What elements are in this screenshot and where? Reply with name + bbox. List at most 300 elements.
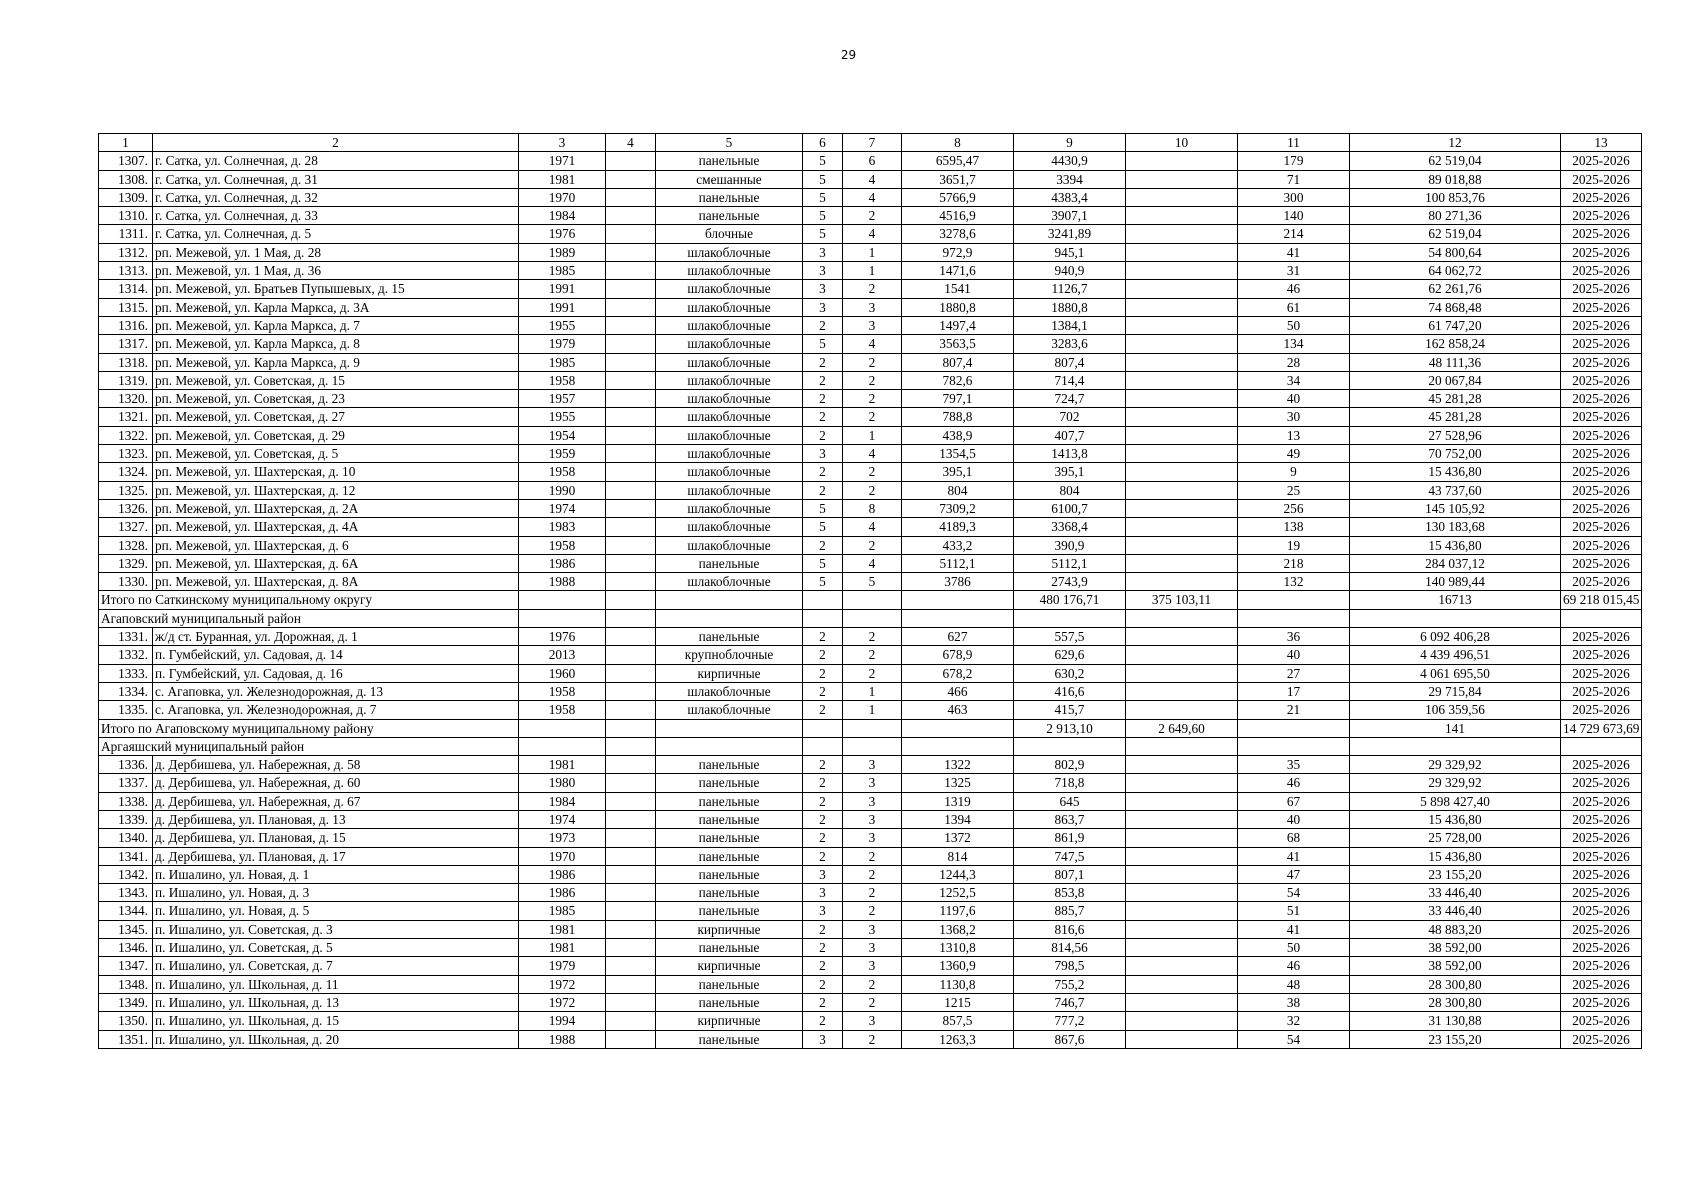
- col-4-cell: [606, 573, 656, 591]
- entrances-cell: 2: [843, 408, 902, 426]
- living-area-cell: 3368,4: [1014, 518, 1126, 536]
- floors-cell: 2: [803, 756, 843, 774]
- cost-cell: 64 062,72: [1350, 262, 1561, 280]
- address-cell: рп. Межевой, ул. Шахтерская, д. 6А: [153, 554, 519, 572]
- living-area-cell: 798,5: [1014, 957, 1126, 975]
- wall-material-cell: кирпичные: [656, 920, 803, 938]
- cost-cell: 145 105,92: [1350, 499, 1561, 517]
- entrances-cell: 2: [843, 390, 902, 408]
- residents-cell: 61: [1238, 298, 1350, 316]
- total-area-cell: 972,9: [902, 243, 1014, 261]
- wall-material-cell: шлакоблочные: [656, 445, 803, 463]
- address-cell: п. Гумбейский, ул. Садовая, д. 14: [153, 646, 519, 664]
- table-row: [99, 390, 1642, 408]
- cost-cell: 29 715,84: [1350, 682, 1561, 700]
- cost-cell: 43 737,60: [1350, 481, 1561, 499]
- living-area-cell: 816,6: [1014, 920, 1126, 938]
- living-area-cell: 395,1: [1014, 463, 1126, 481]
- year-built-cell: [519, 591, 606, 609]
- total-area-cell: 1244,3: [902, 865, 1014, 883]
- wall-material-cell: панельные: [656, 810, 803, 828]
- total-area-cell: 1394: [902, 810, 1014, 828]
- col-10-cell: [1126, 316, 1238, 334]
- col-10-cell: [1126, 993, 1238, 1011]
- table-row: [99, 316, 1642, 334]
- total-area-cell: 1130,8: [902, 975, 1014, 993]
- col-4-cell: [606, 975, 656, 993]
- col-4-cell: [606, 536, 656, 554]
- year-built-cell: 1988: [519, 1030, 606, 1048]
- total-row: [99, 719, 1642, 737]
- row-number-cell: 1341.: [99, 847, 153, 865]
- total-label: Итого по Агаповскому муниципальному району: [99, 719, 519, 737]
- table-row: [99, 188, 1642, 206]
- cost-cell: 89 018,88: [1350, 170, 1561, 188]
- wall-material-cell: панельные: [656, 152, 803, 170]
- period-cell: 2025-2026: [1561, 499, 1642, 517]
- residents-cell: 25: [1238, 481, 1350, 499]
- entrances-cell: 3: [843, 316, 902, 334]
- period-cell: 2025-2026: [1561, 188, 1642, 206]
- address-cell: п. Гумбейский, ул. Садовая, д. 16: [153, 664, 519, 682]
- entrances-cell: 2: [843, 371, 902, 389]
- address-cell: рп. Межевой, ул. Советская, д. 5: [153, 445, 519, 463]
- header-cell: 5: [656, 134, 803, 152]
- total-area-cell: 1322: [902, 756, 1014, 774]
- cost-cell: [1350, 737, 1561, 755]
- address-cell: п. Ишалино, ул. Школьная, д. 20: [153, 1030, 519, 1048]
- row-number-cell: 1320.: [99, 390, 153, 408]
- row-number-cell: 1345.: [99, 920, 153, 938]
- residents-cell: 47: [1238, 865, 1350, 883]
- col-10-cell: [1126, 865, 1238, 883]
- total-area-cell: 1471,6: [902, 262, 1014, 280]
- total-area-cell: 5112,1: [902, 554, 1014, 572]
- entrances-cell: 3: [843, 1012, 902, 1030]
- row-number-cell: 1335.: [99, 701, 153, 719]
- cost-cell: 5 898 427,40: [1350, 792, 1561, 810]
- address-cell: рп. Межевой, ул. Братьев Пупышевых, д. 15: [153, 280, 519, 298]
- residents-cell: 32: [1238, 1012, 1350, 1030]
- residents-cell: 40: [1238, 390, 1350, 408]
- floors-cell: 3: [803, 262, 843, 280]
- row-number-cell: 1339.: [99, 810, 153, 828]
- entrances-cell: 3: [843, 939, 902, 957]
- table-row: [99, 152, 1642, 170]
- cost-cell: 70 752,00: [1350, 445, 1561, 463]
- cost-cell: 28 300,80: [1350, 993, 1561, 1011]
- table-row: [99, 975, 1642, 993]
- year-built-cell: 1981: [519, 756, 606, 774]
- row-number-cell: 1331.: [99, 628, 153, 646]
- period-cell: 2025-2026: [1561, 298, 1642, 316]
- cost-cell: 38 592,00: [1350, 939, 1561, 957]
- living-area-cell: 1880,8: [1014, 298, 1126, 316]
- residents-cell: 138: [1238, 518, 1350, 536]
- address-cell: п. Ишалино, ул. Школьная, д. 13: [153, 993, 519, 1011]
- cost-cell: 6 092 406,28: [1350, 628, 1561, 646]
- row-number-cell: 1332.: [99, 646, 153, 664]
- residents-cell: 27: [1238, 664, 1350, 682]
- floors-cell: 2: [803, 371, 843, 389]
- total-area-cell: 1197,6: [902, 902, 1014, 920]
- entrances-cell: 1: [843, 701, 902, 719]
- cost-cell: 25 728,00: [1350, 829, 1561, 847]
- cost-cell: 61 747,20: [1350, 316, 1561, 334]
- row-number-cell: 1327.: [99, 518, 153, 536]
- period-cell: 2025-2026: [1561, 152, 1642, 170]
- living-area-cell: 4430,9: [1014, 152, 1126, 170]
- total-area-cell: 395,1: [902, 463, 1014, 481]
- residents-cell: 9: [1238, 463, 1350, 481]
- entrances-cell: 2: [843, 865, 902, 883]
- floors-cell: 5: [803, 152, 843, 170]
- col-4-cell: [606, 957, 656, 975]
- period-cell: 2025-2026: [1561, 701, 1642, 719]
- wall-material-cell: шлакоблочные: [656, 518, 803, 536]
- cost-cell: 62 519,04: [1350, 152, 1561, 170]
- year-built-cell: 1984: [519, 792, 606, 810]
- col-4-cell: [606, 774, 656, 792]
- col-4-cell: [606, 939, 656, 957]
- year-built-cell: 1990: [519, 481, 606, 499]
- living-area-cell: 755,2: [1014, 975, 1126, 993]
- floors-cell: 2: [803, 628, 843, 646]
- total-area-cell: 627: [902, 628, 1014, 646]
- header-cell: 7: [843, 134, 902, 152]
- address-cell: д. Дербишева, ул. Плановая, д. 15: [153, 829, 519, 847]
- cost-cell: 29 329,92: [1350, 756, 1561, 774]
- residents-cell: [1238, 591, 1350, 609]
- floors-cell: 2: [803, 701, 843, 719]
- living-area-cell: 4383,4: [1014, 188, 1126, 206]
- address-cell: п. Ишалино, ул. Школьная, д. 11: [153, 975, 519, 993]
- wall-material-cell: панельные: [656, 993, 803, 1011]
- col-10-cell: [1126, 1012, 1238, 1030]
- floors-cell: 5: [803, 518, 843, 536]
- residents-cell: [1238, 609, 1350, 627]
- col-10-cell: [1126, 902, 1238, 920]
- period-cell: 2025-2026: [1561, 756, 1642, 774]
- wall-material-cell: панельные: [656, 188, 803, 206]
- year-built-cell: 1985: [519, 353, 606, 371]
- entrances-cell: 2: [843, 481, 902, 499]
- period-cell: 2025-2026: [1561, 353, 1642, 371]
- year-built-cell: 1979: [519, 335, 606, 353]
- year-built-cell: 1976: [519, 225, 606, 243]
- address-cell: рп. Межевой, ул. Шахтерская, д. 12: [153, 481, 519, 499]
- living-area-cell: 804: [1014, 481, 1126, 499]
- year-built-cell: 1973: [519, 829, 606, 847]
- period-cell: 2025-2026: [1561, 280, 1642, 298]
- year-built-cell: 2013: [519, 646, 606, 664]
- wall-material-cell: блочные: [656, 225, 803, 243]
- table-row: [99, 829, 1642, 847]
- year-built-cell: [519, 609, 606, 627]
- wall-material-cell: шлакоблочные: [656, 371, 803, 389]
- living-area-cell: 6100,7: [1014, 499, 1126, 517]
- total-area-cell: 1263,3: [902, 1030, 1014, 1048]
- total-area-cell: 4189,3: [902, 518, 1014, 536]
- living-area-cell: 724,7: [1014, 390, 1126, 408]
- total-area-cell: 463: [902, 701, 1014, 719]
- living-area-cell: 945,1: [1014, 243, 1126, 261]
- wall-material-cell: шлакоблочные: [656, 573, 803, 591]
- cost-cell: 15 436,80: [1350, 810, 1561, 828]
- entrances-cell: 4: [843, 445, 902, 463]
- residents-cell: 36: [1238, 628, 1350, 646]
- col-10-cell: [1126, 499, 1238, 517]
- wall-material-cell: крупноблочные: [656, 646, 803, 664]
- address-cell: п. Ишалино, ул. Советская, д. 3: [153, 920, 519, 938]
- period-cell: 2025-2026: [1561, 170, 1642, 188]
- total-area-cell: 1368,2: [902, 920, 1014, 938]
- col-4-cell: [606, 554, 656, 572]
- cost-cell: 15 436,80: [1350, 536, 1561, 554]
- year-built-cell: 1958: [519, 371, 606, 389]
- residents-cell: 67: [1238, 792, 1350, 810]
- entrances-cell: 4: [843, 518, 902, 536]
- wall-material-cell: шлакоблочные: [656, 243, 803, 261]
- period-cell: [1561, 737, 1642, 755]
- period-cell: 14 729 673,69: [1561, 719, 1642, 737]
- col-4-cell: [606, 481, 656, 499]
- cost-cell: 4 439 496,51: [1350, 646, 1561, 664]
- wall-material-cell: [656, 609, 803, 627]
- wall-material-cell: шлакоблочные: [656, 262, 803, 280]
- row-number-cell: 1326.: [99, 499, 153, 517]
- period-cell: 2025-2026: [1561, 884, 1642, 902]
- row-number-cell: 1311.: [99, 225, 153, 243]
- residents-cell: 256: [1238, 499, 1350, 517]
- living-area-cell: 777,2: [1014, 1012, 1126, 1030]
- row-number-cell: 1329.: [99, 554, 153, 572]
- living-area-cell: 3241,89: [1014, 225, 1126, 243]
- col-4-cell: [606, 609, 656, 627]
- period-cell: 2025-2026: [1561, 682, 1642, 700]
- residents-cell: 40: [1238, 810, 1350, 828]
- residents-cell: 41: [1238, 920, 1350, 938]
- floors-cell: 2: [803, 957, 843, 975]
- total-label: Итого по Саткинскому муниципальному округу: [99, 591, 519, 609]
- period-cell: 2025-2026: [1561, 975, 1642, 993]
- period-cell: 2025-2026: [1561, 664, 1642, 682]
- table-row: [99, 756, 1642, 774]
- year-built-cell: 1986: [519, 865, 606, 883]
- period-cell: 2025-2026: [1561, 1030, 1642, 1048]
- entrances-cell: 2: [843, 993, 902, 1011]
- table-row: [99, 865, 1642, 883]
- col-10-cell: [1126, 371, 1238, 389]
- floors-cell: 2: [803, 993, 843, 1011]
- table-row: [99, 262, 1642, 280]
- table-row: [99, 920, 1642, 938]
- wall-material-cell: [656, 737, 803, 755]
- row-number-cell: 1350.: [99, 1012, 153, 1030]
- col-10-cell: [1126, 682, 1238, 700]
- residents-cell: 51: [1238, 902, 1350, 920]
- col-10-cell: [1126, 792, 1238, 810]
- table-row: [99, 298, 1642, 316]
- period-cell: 2025-2026: [1561, 481, 1642, 499]
- address-cell: рп. Межевой, ул. Шахтерская, д. 4А: [153, 518, 519, 536]
- period-cell: 2025-2026: [1561, 390, 1642, 408]
- header-cell: 10: [1126, 134, 1238, 152]
- living-area-cell: 861,9: [1014, 829, 1126, 847]
- year-built-cell: 1981: [519, 939, 606, 957]
- floors-cell: 3: [803, 243, 843, 261]
- period-cell: [1561, 609, 1642, 627]
- residents-cell: 48: [1238, 975, 1350, 993]
- col-10-cell: [1126, 518, 1238, 536]
- cost-cell: 48 883,20: [1350, 920, 1561, 938]
- year-built-cell: 1980: [519, 774, 606, 792]
- period-cell: 2025-2026: [1561, 536, 1642, 554]
- living-area-cell: 867,6: [1014, 1030, 1126, 1048]
- table-row: [99, 939, 1642, 957]
- year-built-cell: [519, 737, 606, 755]
- living-area-cell: 1384,1: [1014, 316, 1126, 334]
- row-number-cell: 1318.: [99, 353, 153, 371]
- entrances-cell: [843, 719, 902, 737]
- address-cell: д. Дербишева, ул. Плановая, д. 13: [153, 810, 519, 828]
- residents-cell: 68: [1238, 829, 1350, 847]
- col-10-cell: [1126, 939, 1238, 957]
- row-number-cell: 1343.: [99, 884, 153, 902]
- floors-cell: 2: [803, 682, 843, 700]
- address-cell: г. Сатка, ул. Солнечная, д. 33: [153, 207, 519, 225]
- row-number-cell: 1323.: [99, 445, 153, 463]
- table-row: [99, 408, 1642, 426]
- year-built-cell: 1981: [519, 920, 606, 938]
- cost-cell: [1350, 609, 1561, 627]
- col-10-cell: [1126, 262, 1238, 280]
- col-4-cell: [606, 152, 656, 170]
- floors-cell: 5: [803, 188, 843, 206]
- wall-material-cell: шлакоблочные: [656, 499, 803, 517]
- cost-cell: 45 281,28: [1350, 408, 1561, 426]
- col-4-cell: [606, 920, 656, 938]
- total-area-cell: 6595,47: [902, 152, 1014, 170]
- address-cell: г. Сатка, ул. Солнечная, д. 32: [153, 188, 519, 206]
- col-10-cell: [1126, 280, 1238, 298]
- entrances-cell: 3: [843, 792, 902, 810]
- col-10-cell: 2 649,60: [1126, 719, 1238, 737]
- col-4-cell: [606, 298, 656, 316]
- wall-material-cell: шлакоблочные: [656, 280, 803, 298]
- wall-material-cell: панельные: [656, 756, 803, 774]
- table-row: [99, 902, 1642, 920]
- year-built-cell: 1991: [519, 298, 606, 316]
- cost-cell: 27 528,96: [1350, 426, 1561, 444]
- total-area-cell: 1354,5: [902, 445, 1014, 463]
- living-area-cell: 1413,8: [1014, 445, 1126, 463]
- wall-material-cell: шлакоблочные: [656, 390, 803, 408]
- entrances-cell: 2: [843, 847, 902, 865]
- address-cell: д. Дербишева, ул. Набережная, д. 67: [153, 792, 519, 810]
- year-built-cell: 1958: [519, 463, 606, 481]
- table-row: [99, 518, 1642, 536]
- address-cell: п. Ишалино, ул. Новая, д. 1: [153, 865, 519, 883]
- residents-cell: 300: [1238, 188, 1350, 206]
- col-10-cell: [1126, 664, 1238, 682]
- floors-cell: 2: [803, 792, 843, 810]
- row-number-cell: 1317.: [99, 335, 153, 353]
- floors-cell: 5: [803, 499, 843, 517]
- wall-material-cell: смешанные: [656, 170, 803, 188]
- total-area-cell: 678,9: [902, 646, 1014, 664]
- living-area-cell: [1014, 609, 1126, 627]
- row-number-cell: 1347.: [99, 957, 153, 975]
- col-4-cell: [606, 243, 656, 261]
- floors-cell: 5: [803, 170, 843, 188]
- wall-material-cell: панельные: [656, 774, 803, 792]
- wall-material-cell: панельные: [656, 1030, 803, 1048]
- entrances-cell: 3: [843, 810, 902, 828]
- residents-cell: 49: [1238, 445, 1350, 463]
- row-number-cell: 1330.: [99, 573, 153, 591]
- cost-cell: 31 130,88: [1350, 1012, 1561, 1030]
- section-row: [99, 609, 1642, 627]
- floors-cell: 3: [803, 298, 843, 316]
- cost-cell: 33 446,40: [1350, 902, 1561, 920]
- floors-cell: 2: [803, 1012, 843, 1030]
- table-row: [99, 170, 1642, 188]
- col-4-cell: [606, 646, 656, 664]
- floors-cell: 3: [803, 445, 843, 463]
- col-10-cell: [1126, 920, 1238, 938]
- address-cell: рп. Межевой, ул. Карла Маркса, д. 3А: [153, 298, 519, 316]
- living-area-cell: 940,9: [1014, 262, 1126, 280]
- col-10-cell: [1126, 884, 1238, 902]
- table-row: [99, 371, 1642, 389]
- living-area-cell: 2743,9: [1014, 573, 1126, 591]
- floors-cell: 2: [803, 353, 843, 371]
- wall-material-cell: панельные: [656, 847, 803, 865]
- cost-cell: 80 271,36: [1350, 207, 1561, 225]
- row-number-cell: 1337.: [99, 774, 153, 792]
- wall-material-cell: кирпичные: [656, 1012, 803, 1030]
- table-row: [99, 445, 1642, 463]
- row-number-cell: 1319.: [99, 371, 153, 389]
- living-area-cell: 480 176,71: [1014, 591, 1126, 609]
- total-area-cell: 4516,9: [902, 207, 1014, 225]
- total-area-cell: 5766,9: [902, 188, 1014, 206]
- cost-cell: 15 436,80: [1350, 847, 1561, 865]
- address-cell: рп. Межевой, ул. Карла Маркса, д. 7: [153, 316, 519, 334]
- header-cell: 2: [153, 134, 519, 152]
- period-cell: 2025-2026: [1561, 207, 1642, 225]
- residents-cell: 71: [1238, 170, 1350, 188]
- residents-cell: 28: [1238, 353, 1350, 371]
- address-cell: ж/д ст. Буранная, ул. Дорожная, д. 1: [153, 628, 519, 646]
- period-cell: 2025-2026: [1561, 445, 1642, 463]
- address-cell: рп. Межевой, ул. Шахтерская, д. 8А: [153, 573, 519, 591]
- col-4-cell: [606, 664, 656, 682]
- col-4-cell: [606, 390, 656, 408]
- floors-cell: [803, 609, 843, 627]
- total-area-cell: 814: [902, 847, 1014, 865]
- total-area-cell: 1880,8: [902, 298, 1014, 316]
- entrances-cell: 3: [843, 774, 902, 792]
- entrances-cell: [843, 609, 902, 627]
- total-area-cell: 678,2: [902, 664, 1014, 682]
- wall-material-cell: панельные: [656, 207, 803, 225]
- row-number-cell: 1309.: [99, 188, 153, 206]
- col-10-cell: [1126, 646, 1238, 664]
- living-area-cell: 630,2: [1014, 664, 1126, 682]
- period-cell: 2025-2026: [1561, 225, 1642, 243]
